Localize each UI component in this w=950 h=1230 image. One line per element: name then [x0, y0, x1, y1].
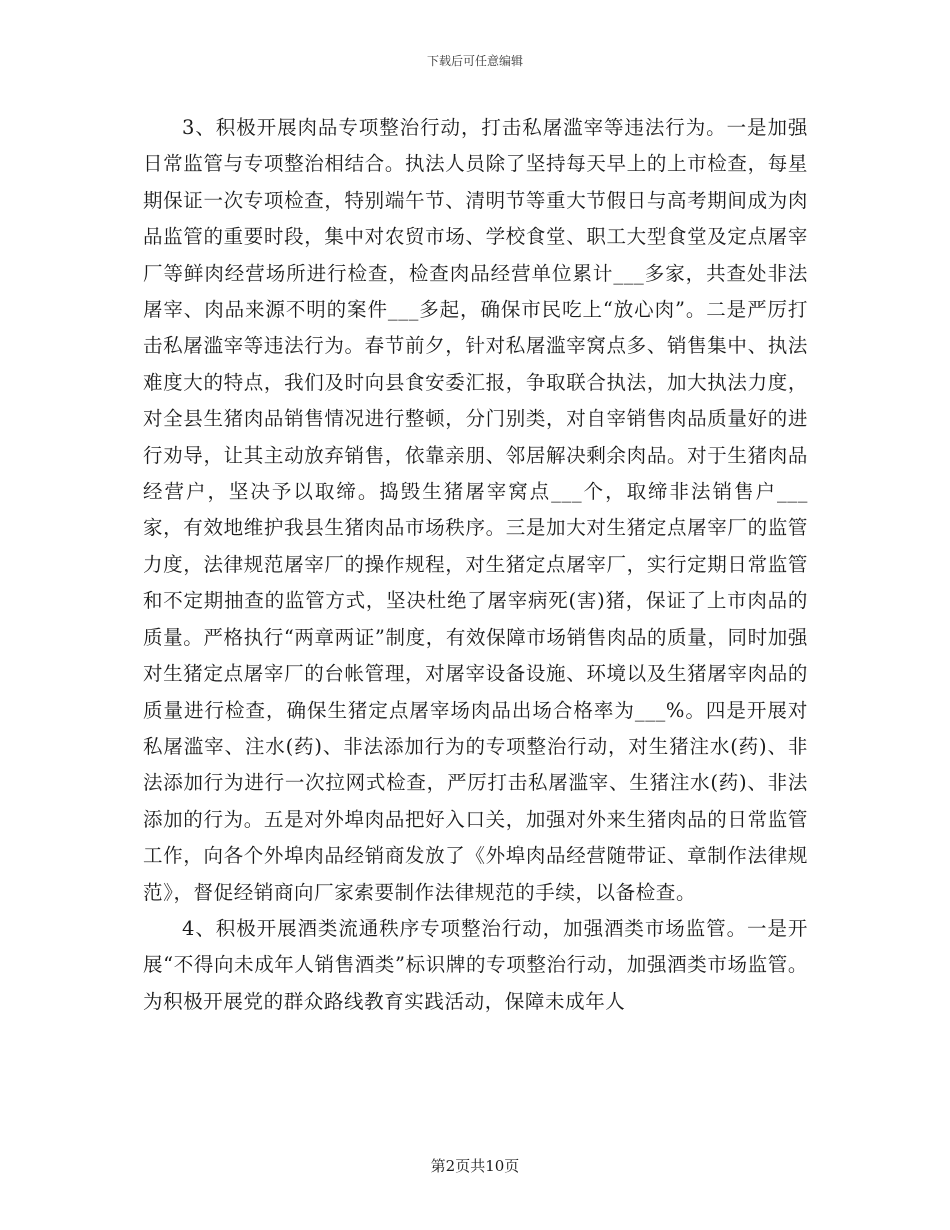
page-header-note: 下载后可任意编辑 — [426, 54, 523, 68]
paragraph-4: 4、积极开展酒类流通秩序专项整治行动，加强酒类市场监管。一是开展“不得向未成年人销售酒类”标识牌的专项整治行动，加强酒类市场监管。为积极开展党的群众路线教育实践活动，保障未成年人 — [143, 916, 808, 1013]
document-body — [143, 110, 808, 1020]
page-number: 第2页共10页 — [430, 1157, 520, 1175]
paragraph-3: 3、积极开展肉品专项整治行动，打击私屠滥宰等违法行为。一是加强日常监管与专项整治相结合。执法人员除了坚持每天早上的上市检查，每星期保证一次专项检查，特别端午节、清明节等重大节假日与高考期间成为肉品监管的重要时段，集中对农贸市场、学校食堂、职工大型食堂及定点屠宰厂等鲜肉经营场所进行检查，检查肉品经营单位累计___多家，共查处非法屠宰、肉品来源不明的案件___多起，确保市民吃上“放心肉”。二是严厉打击私屠滥宰等违法行为。春节前夕，针对私屠滥宰窝点多、销售集中、执法难度大的特点，我们及时向县食安委汇报，争取联合执法，加大执法力度，对全县生猪肉品销售情况进行整顿，分门别类，对自宰销售肉品质量好的进行劝导，让其主动放弃销售，依靠亲朋、邻居解决剩余肉品。对于生猪肉品经营户，坚决予以取缔。捣毁生猪屠宰窝点___个，取缔非法销售户___家，有效地维护我县生猪肉品市场秩序。三是加大对生猪定点屠宰厂的监管力度，法律规范屠宰厂的操作规程，对生猪定点屠宰厂，实行定期日常监管和不定期抽查的监管方式，坚决杜绝了屠宰病死(害)猪，保证了上市肉品的质量。严格执行“两章两证”制度，有效保障市场销售肉品的质量，同时加强对生猪定点屠宰厂的台帐管理，对屠宰设备设施、环境以及生猪屠宰肉品的质量进行检查，确保生猪定点屠宰场肉品出场合格率为___%。四是开展对私屠滥宰、注水(药)、非法添加行为的专项整治行动，对生猪注水(药)、非法添加行为进行一次拉网式检查，严厉打击私屠滥宰、生猪注水(药)、非法添加的行为。五是对外埠肉品把好入口关，加强对外来生猪肉品的日常监管工作，向各个外埠肉品经销商发放了《外埠肉品经营随带证、章制作法律规范》，督促经销商向厂家索要制作法律规范的手续，以备检查。 — [143, 116, 808, 904]
